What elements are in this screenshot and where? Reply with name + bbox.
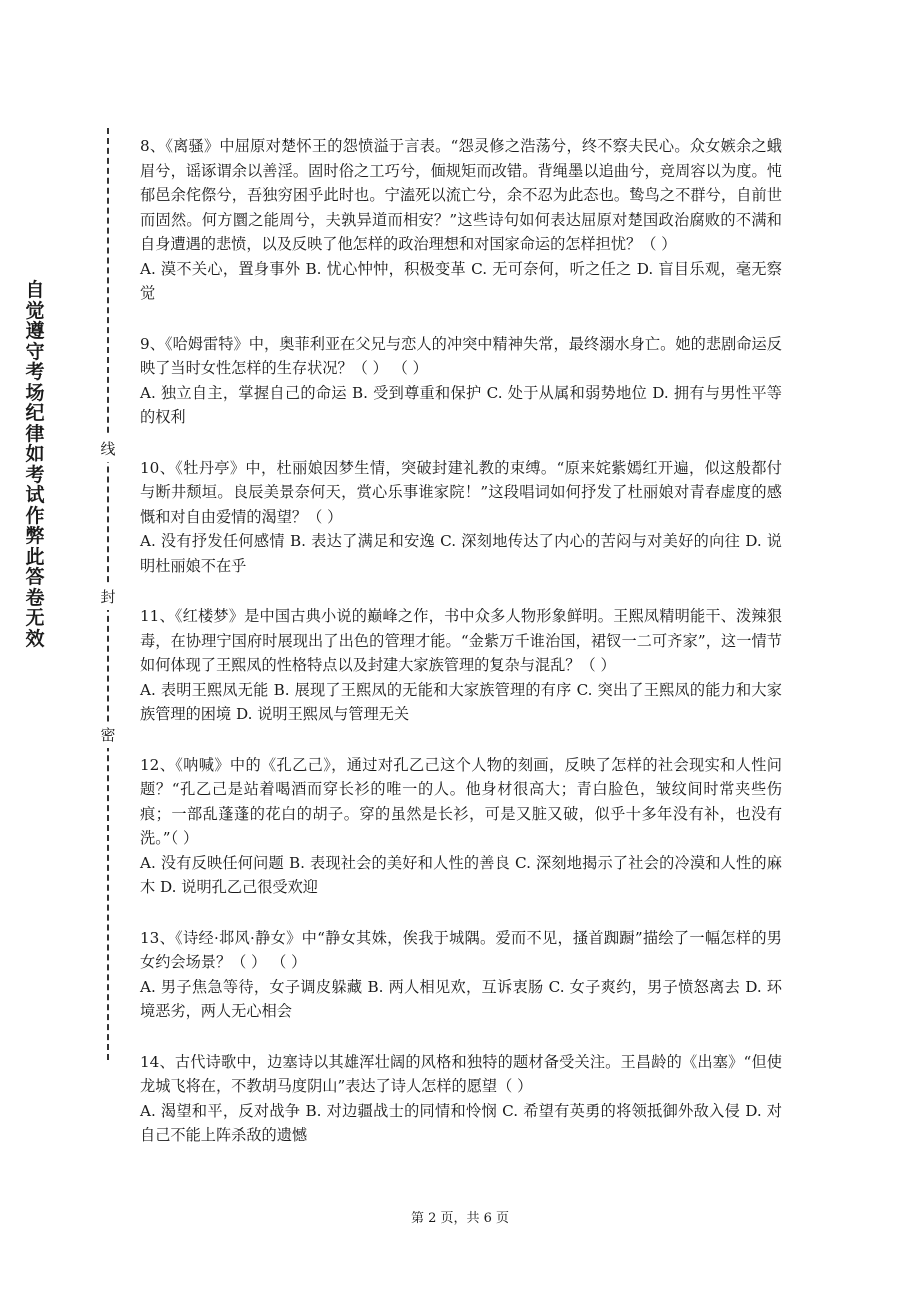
question-14 — [140, 1050, 782, 1148]
binding-word-secret: 密 — [97, 722, 119, 748]
question-8 — [140, 134, 782, 306]
question-options: A. 渴望和平，反对战争 B. 对边疆战士的同情和怜悯 C. 希望有英勇的将领抵御外敌入侵 D. 对自己不能上阵杀敌的遗憾 — [140, 1101, 782, 1144]
question-options: A. 没有抒发任何感情 B. 表达了满足和安逸 C. 深刻地传达了内心的苦闷与对美好的向往 D. 说明杜丽娘不在乎 — [140, 532, 782, 575]
question-11 — [140, 604, 782, 727]
question-9 — [140, 332, 782, 430]
question-stem: 10、《牡丹亭》中，杜丽娘因梦生情，突破封建礼教的束缚。“原来姹紫嫣红开遍，似这般都付与断井颓垣。良辰美景奈何天，赏心乐事谁家院！”这段唱词如何抒发了杜丽娘对青春虚度的感慨和对自由爱情的渴望？（ ） — [140, 458, 782, 526]
question-stem: 13、《诗经·邶风·静女》中“静女其姝，俟我于城隅。爱而不见，搔首踟蹰”描绘了一幅怎样的男女约会场景？（ ） （ ） — [140, 928, 782, 971]
question-list — [140, 134, 782, 1174]
question-stem: 11、《红楼梦》是中国古典小说的巅峰之作，书中众多人物形象鲜明。王熙凤精明能干、泼辣狠毒，在协理宁国府时展现出了出色的管理才能。“金紫万千谁治国，裙钗一二可齐家”，这一情节如何体现了王熙凤的性格特点以及封建大家族管理的复杂与混乱？（ ） — [140, 607, 782, 674]
question-stem: 14、古代诗歌中，边塞诗以其雄浑壮阔的风格和独特的题材备受关注。王昌龄的《出塞》“但使龙城飞将在，不教胡马度阴山”表达了诗人怎样的愿望（ ） — [140, 1052, 782, 1095]
question-stem: 12、《呐喊》中的《孔乙己》，通过对孔乙己这个人物的刻画，反映了怎样的社会现实和人性问题？“孔乙己是站着喝酒而穿长衫的唯一的人。他身材很高大；青白脸色，皱纹间时常夹些伤痕；一部乱蓬蓬的花白的胡子。穿的虽然是长衫，可是又脏又破，似乎十多年没有补，也没有洗。”（ ） — [140, 755, 782, 847]
question-stem: 8、《离骚》中屈原对楚怀王的怨愤溢于言表。“怨灵修之浩荡兮，终不察夫民心。众女嫉余之蛾眉兮，谣诼谓余以善淫。固时俗之工巧兮，偭规矩而改错。背绳墨以追曲兮，竞周容以为度。忳郁邑余侘傺兮，吾独穷困乎此时也。宁溘死以流亡兮，余不忍为此态也。鸷鸟之不群兮，自前世而固然。何方圜之能周兮，夫孰异道而相安？”这些诗句如何表达屈原对楚国政治腐败的不满和自身遭遇的悲愤，以及反映了他怎样的政治理想和对国家命运的怎样担忧？（ ） — [140, 137, 782, 253]
question-options: A. 表明王熙凤无能 B. 展现了王熙凤的无能和大家族管理的有序 C. 突出了王熙凤的能力和大家族管理的困境 D. 说明王熙凤与管理无关 — [140, 680, 782, 723]
question-options: A. 漠不关心，置身事外 B. 忧心忡忡，积极变革 C. 无可奈何，听之任之 D. 盲目乐观，毫无察觉 — [140, 259, 782, 302]
question-10 — [140, 456, 782, 579]
question-stem: 9、《哈姆雷特》中，奥菲利亚在父兄与恋人的冲突中精神失常，最终溺水身亡。她的悲剧命运反映了当时女性怎样的生存状况？（ ） （ ） — [140, 334, 782, 377]
binding-word-seal: 封 — [97, 584, 119, 610]
question-12 — [140, 753, 782, 900]
question-options: A. 男子焦急等待，女子调皮躲藏 B. 两人相见欢，互诉衷肠 C. 女子爽约，男子愤怒离去 D. 环境恶劣，两人无心相会 — [140, 977, 782, 1020]
question-13 — [140, 926, 782, 1024]
exam-discipline-notice: 自觉遵守考场纪律如考试作弊此答卷无效 — [25, 279, 45, 650]
page-number: 第 2 页，共 6 页 — [410, 1211, 510, 1226]
question-options: A. 独立自主，掌握自己的命运 B. 受到尊重和保护 C. 处于从属和弱势地位 D. 拥有与男性平等的权利 — [140, 383, 782, 426]
binding-word-line: 线 — [97, 436, 119, 462]
question-options: A. 没有反映任何问题 B. 表现社会的美好和人性的善良 C. 深刻地揭示了社会的冷漠和人性的麻木 D. 说明孔乙己很受欢迎 — [140, 853, 782, 896]
